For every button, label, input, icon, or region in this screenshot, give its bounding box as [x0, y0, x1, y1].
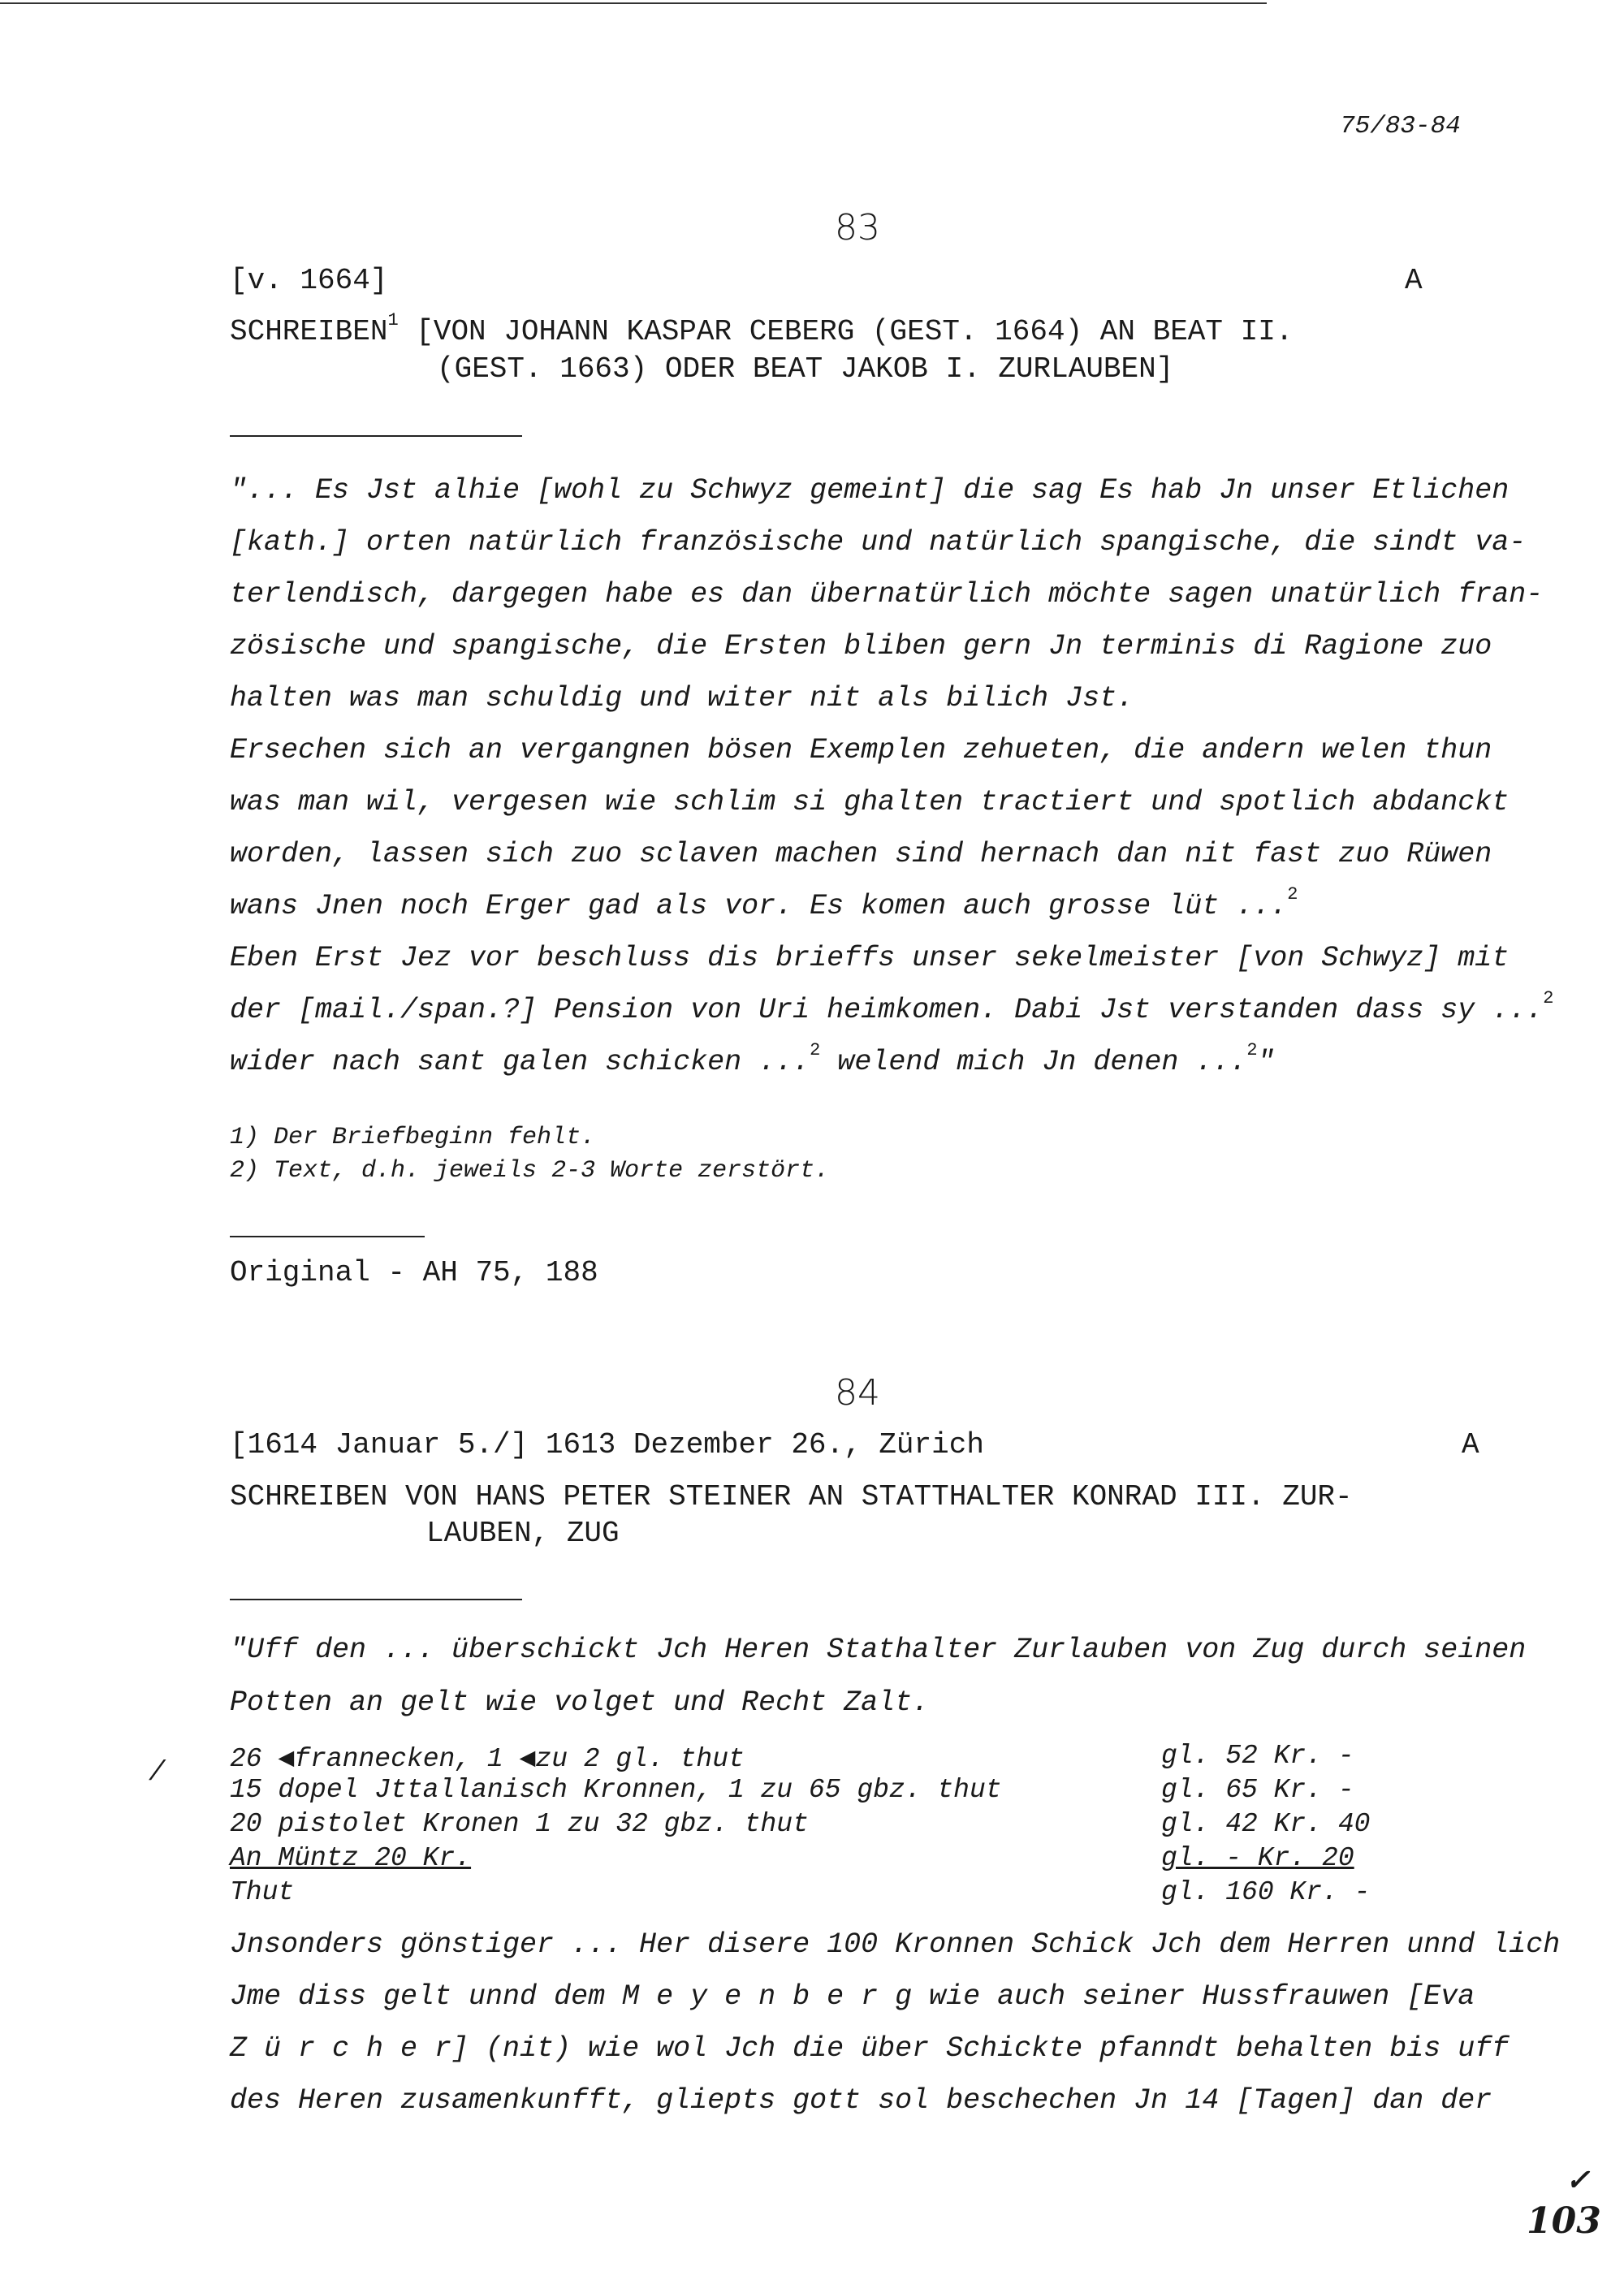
- table-row-amount: gl. 42 Kr. 40: [1161, 1809, 1371, 1839]
- page-number: 103: [1527, 2200, 1601, 2242]
- footnote-1: 1) Der Briefbeginn fehlt.: [230, 1124, 596, 1151]
- table-row-desc: An Müntz 20 Kr.: [230, 1843, 472, 1873]
- table-total-label: Thut: [230, 1877, 295, 1907]
- doc84-text-line: Jnsonders gönstiger ... Her disere 100 Kronnen Schick Jch dem Herren unnd lich: [230, 1928, 1561, 1961]
- doc83-line11-text: der [mail./span.?] Pension von Uri heimkomen. Dabi Jst verstanden dass sy ...: [230, 994, 1544, 1026]
- doc83-text-line: terlendisch, dargegen habe es dan übernatürlich möchte sagen unatürlich fran-: [230, 578, 1544, 611]
- doc84-text-line: "Uff den ... überschickt Jch Heren Stathalter Zurlauben von Zug durch seinen: [230, 1634, 1527, 1666]
- doc83-line12-a: wider nach sant galen schicken ...: [230, 1046, 810, 1078]
- doc83-text-line: Eben Erst Jez vor beschluss dis brieffs unser sekelmeister [von Schwyz] mit: [230, 942, 1510, 974]
- page-reference: 75/83-84: [1340, 112, 1461, 140]
- doc83-text-line: "... Es Jst alhie [wohl zu Schwyz gemeint] die sag Es hab Jn unser Etlichen: [230, 474, 1510, 507]
- check-mark-icon: ✓: [1566, 2163, 1591, 2197]
- table-row-amount: gl. 52 Kr. -: [1161, 1741, 1354, 1771]
- doc83-text-line: [230, 884, 1298, 922]
- doc84-title-line1: SCHREIBEN VON HANS PETER STEINER AN STATTHALTER KONRAD III. ZUR-: [230, 1480, 1353, 1513]
- doc83-text-line: Ersechen sich an vergangnen bösen Exemplen zehueten, die andern welen thun: [230, 734, 1492, 766]
- doc83-text-line: halten was man schuldig und witer nit als bilich Jst.: [230, 682, 1134, 715]
- footnote-2: 2) Text, d.h. jeweils 2-3 Worte zerstört.: [230, 1157, 830, 1185]
- table-row-desc: 26 ◀frannecken, 1 ◀zu 2 gl. thut: [230, 1744, 745, 1774]
- doc83-line12-b: welend mich Jn denen ...: [820, 1046, 1247, 1078]
- footnote-ref-1: 1: [387, 310, 399, 330]
- footnote-ref-2: 2: [810, 1040, 821, 1060]
- doc83-text-line: worden, lassen sich zuo sclaven machen sind hernach dan nit fast zuo Rüwen: [230, 838, 1492, 870]
- doc83-title-line1: [230, 310, 1294, 348]
- doc83-text-line: was man wil, vergesen wie schlim si ghalten tractiert und spotlich abdanckt: [230, 786, 1510, 818]
- table-row-desc: 15 dopel Jttallanisch Kronnen, 1 zu 65 gbz. thut: [230, 1775, 1002, 1805]
- doc84-label: A: [1462, 1428, 1479, 1461]
- doc83-title-line2: (GEST. 1663) ODER BEAT JAKOB I. ZURLAUBEN]: [437, 352, 1174, 386]
- doc83-date: [v. 1664]: [230, 264, 388, 297]
- doc84-text-line: Potten an gelt wie volget und Recht Zalt.: [230, 1686, 930, 1719]
- doc83-text-line: zösische und spangische, die Ersten bliben gern Jn terminis di Ragione zuo: [230, 630, 1492, 663]
- doc83-title-rest: [VON JOHANN KASPAR CEBERG (GEST. 1664) AN BEAT II.: [398, 315, 1294, 348]
- document-number-83: 83: [835, 207, 880, 248]
- table-row-desc: 20 pistolet Kronen 1 zu 32 gbz. thut: [230, 1809, 809, 1839]
- doc83-text-line: [230, 988, 1554, 1026]
- document-number-84: 84: [835, 1372, 880, 1414]
- doc83-source: Original - AH 75, 188: [230, 1256, 598, 1289]
- doc83-text-line: [230, 1040, 1275, 1078]
- top-border-line: [0, 2, 1267, 4]
- table-row-amount: gl. 65 Kr. -: [1161, 1775, 1354, 1805]
- footnote-ref-2: 2: [1246, 1040, 1258, 1060]
- footnote-ref-2: 2: [1287, 884, 1298, 905]
- doc83-line12-c: ": [1257, 1046, 1275, 1078]
- table-row-amount: gl. - Kr. 20: [1161, 1843, 1354, 1873]
- doc84-title-line2: LAUBEN, ZUG: [426, 1517, 620, 1550]
- doc83-title-word: SCHREIBEN: [230, 315, 388, 348]
- doc83-label: A: [1405, 264, 1423, 297]
- table-total-amount: gl. 160 Kr. -: [1161, 1877, 1371, 1907]
- doc83-line9-text: wans Jnen noch Erger gad als vor. Es komen auch grosse lüt ...: [230, 890, 1288, 922]
- doc84-text-line: des Heren zusamenkunfft, gliepts gott sol beschechen Jn 14 [Tagen] dan der: [230, 2084, 1492, 2117]
- doc84-date: [1614 Januar 5./] 1613 Dezember 26., Zürich: [230, 1428, 984, 1461]
- footnote-ref-2: 2: [1543, 988, 1554, 1008]
- doc84-text-line: Jme diss gelt unnd dem M e y e n b e r g wie auch seiner Hussfrauwen [Eva: [230, 1980, 1475, 2013]
- margin-mark: /: [149, 1758, 166, 1789]
- doc84-text-line: Z ü r c h e r] (nit) wie wol Jch die über Schickte pfanndt behalten bis uff: [230, 2032, 1510, 2065]
- doc84-separator: [230, 1599, 522, 1600]
- doc83-text-line: [kath.] orten natürlich französische und natürlich spangische, die sindt va-: [230, 526, 1527, 559]
- source-separator: [230, 1236, 425, 1237]
- doc83-separator: [230, 435, 522, 437]
